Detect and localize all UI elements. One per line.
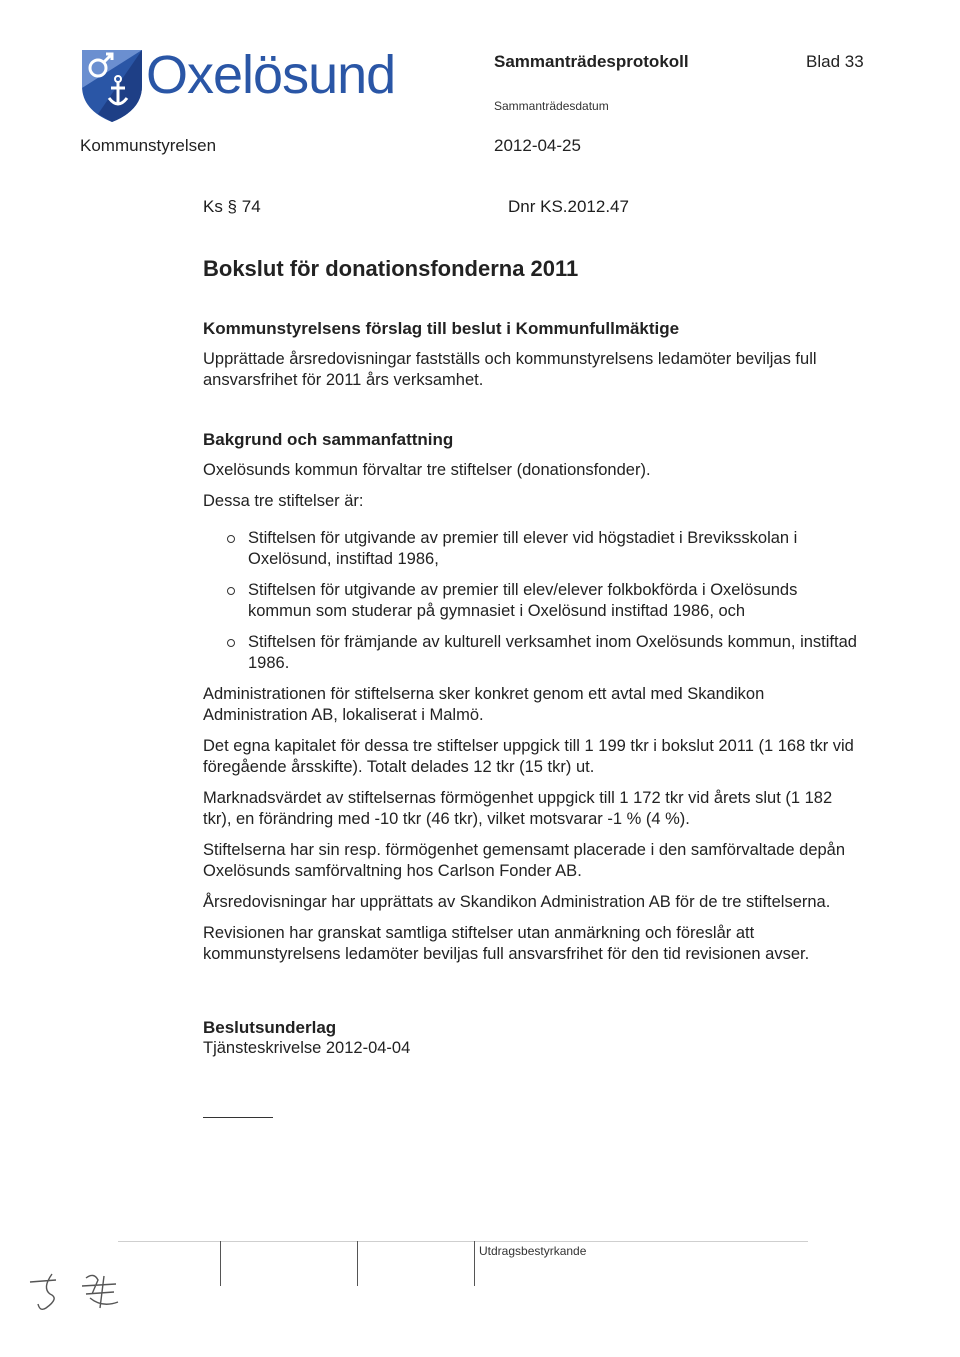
list-intro: Dessa tre stiftelser är: bbox=[203, 492, 364, 510]
paragraph-placement: Stiftelserna har sin resp. förmögenhet gemensamt placerade i den samförvaltade depån Oxelösunds samförvaltning hos Carlson Fonder AB. bbox=[203, 841, 846, 880]
paragraph-equity: Det egna kapitalet för dessa tre stiftelser uppgick till 1 199 tkr i bokslut 2011 (1 168 tkr vid föregående årsskifte). Totalt delades 12 tkr (15 tkr) ut. bbox=[203, 737, 854, 776]
paragraph-number: Ks § 74 bbox=[203, 197, 261, 216]
footer-divider bbox=[357, 1241, 358, 1286]
organization-name: Kommunstyrelsen bbox=[80, 136, 217, 155]
proposal-heading: Kommunstyrelsens förslag till beslut i Kommunfullmäktige bbox=[203, 319, 680, 338]
bullet-icon bbox=[227, 639, 235, 647]
footer-line bbox=[118, 1241, 808, 1242]
foundation-list bbox=[203, 528, 863, 674]
excerpt-certification-label: Utdragsbestyrkande bbox=[479, 1244, 587, 1258]
document-type: Sammanträdesprotokoll bbox=[494, 52, 689, 71]
page-number: Blad 33 bbox=[806, 52, 864, 71]
bullet-icon bbox=[227, 535, 235, 543]
page-title: Bokslut för donationsfonderna 2011 bbox=[203, 256, 579, 281]
meeting-date-label: Sammanträdesdatum bbox=[494, 99, 609, 113]
basis-heading: Beslutsunderlag bbox=[203, 1018, 337, 1037]
diary-number: Dnr KS.2012.47 bbox=[508, 197, 629, 216]
list-item: Stiftelsen för utgivande av premier till elever vid högstadiet i Breviksskolan i Oxelösund, instiftad 1986, bbox=[248, 528, 863, 570]
bullet-icon bbox=[227, 587, 235, 595]
footer-divider bbox=[220, 1241, 221, 1286]
handwritten-initials bbox=[16, 1268, 156, 1314]
footer-divider bbox=[474, 1241, 475, 1286]
list-item: Stiftelsen för främjande av kulturell verksamhet inom Oxelösunds kommun, instiftad 1986. bbox=[248, 632, 863, 674]
divider bbox=[203, 1117, 273, 1118]
paragraph-market-value: Marknadsvärdet av stiftelsernas förmögenhet uppgick till 1 172 tkr vid årets slut (1 182 tkr), en förändring med -10 tkr (46 tkr), vilket motsvarar -1 % (4 %). bbox=[203, 789, 833, 828]
background-heading: Bakgrund och sammanfattning bbox=[203, 430, 454, 449]
logo-wordmark: Oxelösund bbox=[146, 45, 396, 105]
list-item: Stiftelsen för utgivande av premier till elev/elever folkbokförda i Oxelösunds kommun som studerar på gymnasiet i Oxelösund instiftad 1986, och bbox=[248, 580, 863, 622]
paragraph-annual-reports: Årsredovisningar har upprättats av Skandikon Administration AB för de tre stiftelserna. bbox=[203, 893, 831, 911]
coat-of-arms-icon bbox=[80, 48, 144, 124]
proposal-text: Upprättade årsredovisningar fastställs och kommunstyrelsens ledamöter beviljas full ansvarsfrihet för 2011 års verksamhet. bbox=[203, 350, 817, 389]
paragraph-administration: Administrationen för stiftelserna sker konkret genom ett avtal med Skandikon Administration AB, lokaliserat i Malmö. bbox=[203, 685, 765, 724]
background-intro: Oxelösunds kommun förvaltar tre stiftelser (donationsfonder). bbox=[203, 461, 651, 479]
document-body bbox=[203, 318, 863, 1059]
paragraph-audit: Revisionen har granskat samtliga stiftelser utan anmärkning och föreslår att kommunstyrelsens ledamöter beviljas full ansvarsfrihet för den tid revisionen avser. bbox=[203, 924, 810, 963]
meeting-date: 2012-04-25 bbox=[494, 136, 581, 155]
basis-item: Tjänsteskrivelse 2012-04-04 bbox=[203, 1039, 411, 1057]
